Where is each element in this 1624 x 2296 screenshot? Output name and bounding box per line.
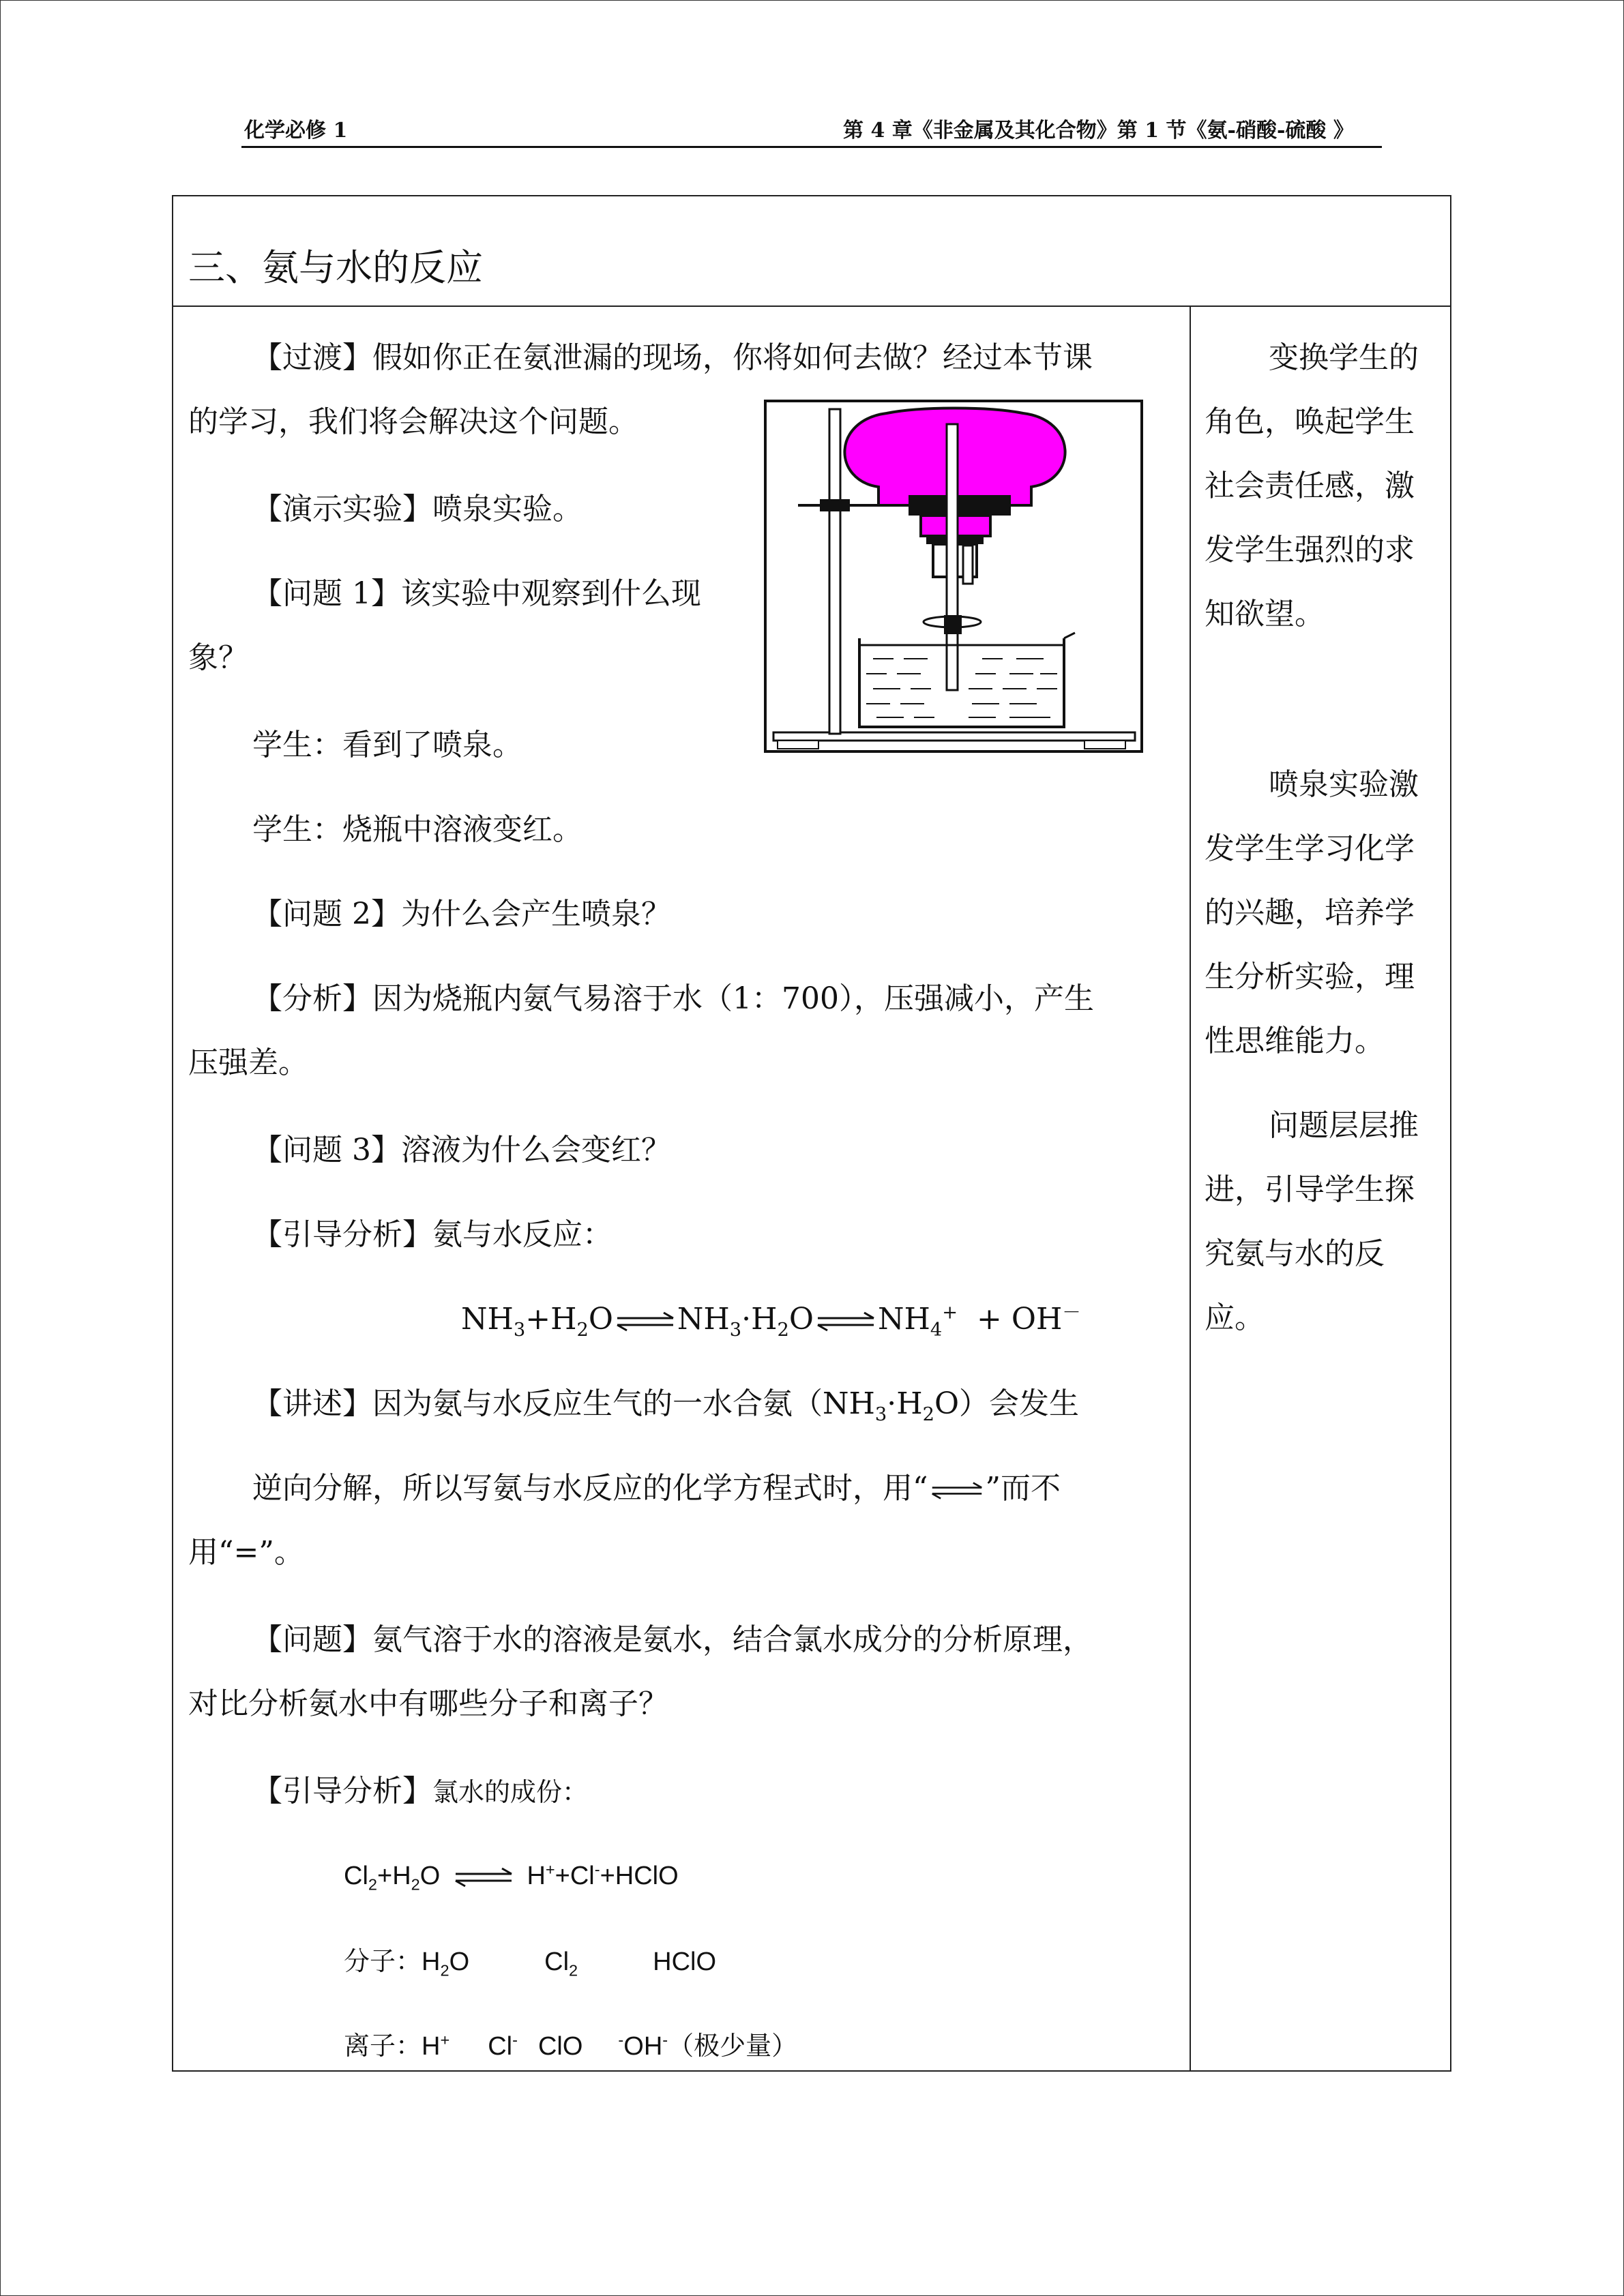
paragraph: 【讲述】因为氨与水反应生气的一水合氨$(NH_3\cdot H_2O)$会发生 [252, 1386, 1080, 1425]
molecules-line: 分子：$H_2O$ $Cl_2$ HClO [344, 1948, 717, 1980]
side-note-line: 生分析实验，理 [1205, 959, 1415, 994]
paragraph: 【演示实验】喷泉实验。 [252, 492, 582, 526]
paragraph: 【引导分析】氨与水反应： [252, 1217, 612, 1252]
header-right: 第 4 章《非金属及其化合物》第 1 节《氨-硝酸-硫酸 》 [843, 119, 1354, 143]
fountain-experiment-diagram [764, 400, 1143, 753]
side-note-line: 发学生强烈的求 [1205, 533, 1415, 567]
chlorine-water-equation: $Cl_2+H_2O$ H++Cl-+HClO [344, 1860, 679, 1894]
side-note-line: 究氨与水的反 [1205, 1236, 1385, 1271]
paragraph: 用“=”。 [188, 1535, 304, 1570]
side-note-line: 进，引导学生探 [1205, 1172, 1415, 1207]
paragraph: 【问题】氨气溶于水的溶液是氨水，结合氯水成分的分析原理， [252, 1622, 1093, 1657]
side-note-line: 性思维能力。 [1205, 1024, 1385, 1058]
ions-line: 离子：H+ Cl- ClO -OH-（极少量） [344, 2031, 798, 2061]
side-note-line: 应。 [1205, 1300, 1265, 1335]
column-divider [1190, 307, 1191, 2072]
section-title: 三、氨与水的反应 [188, 246, 483, 289]
paragraph: 【引导分析】氯水的成份： [252, 1774, 589, 1808]
paragraph: 的学习，我们将会解决这个问题。 [188, 404, 638, 439]
side-note-line: 发学生学习化学 [1205, 831, 1415, 866]
paragraph: 【问题 1】该实验中观察到什么现 [252, 576, 701, 611]
paragraph: 【问题 3】溶液为什么会变红？ [252, 1133, 671, 1167]
paragraph: 【问题 2】为什么会产生喷泉？ [252, 897, 671, 931]
side-note-line: 社会责任感，激 [1205, 468, 1415, 503]
header-left: 化学必修 1 [244, 119, 348, 143]
paragraph: 学生：烧瓶中溶液变红。 [252, 812, 582, 847]
paragraph: 象？ [188, 640, 248, 675]
side-note-line: 变换学生的 [1269, 340, 1419, 375]
side-note-line: 知欲望。 [1205, 597, 1325, 631]
paragraph: 逆向分解，所以写氨与水反应的化学方程式时，用“ ”而不 [252, 1471, 1061, 1506]
reversible-arrow-icon [816, 1311, 875, 1332]
paragraph: 【分析】因为烧瓶内氨气易溶于水（1：700），压强减小，产生 [252, 981, 1094, 1016]
side-note-line: 的兴趣，培养学 [1205, 895, 1415, 930]
section-header-row [173, 196, 1450, 307]
side-note-line: 喷泉实验激 [1269, 767, 1419, 802]
side-note-line: 问题层层推 [1269, 1108, 1419, 1143]
paragraph: 对比分析氨水中有哪些分子和离子？ [188, 1686, 668, 1721]
reversible-arrow-icon [616, 1311, 675, 1332]
paragraph: 压强差。 [188, 1045, 308, 1080]
header-rule [241, 146, 1382, 148]
ammonia-water-equation: $NH_3+H_2O$ $NH_3\cdot H_2O$ $NH_4^+ + OH^-$ [461, 1302, 1081, 1341]
reversible-arrow-icon [450, 1867, 517, 1888]
paragraph: 【过渡】假如你正在氨泄漏的现场，你将如何去做？经过本节课 [252, 340, 1093, 375]
paragraph: 学生：看到了喷泉。 [252, 728, 522, 762]
reversible-arrow-icon [931, 1480, 983, 1501]
side-note-line: 角色，唤起学生 [1205, 404, 1415, 439]
